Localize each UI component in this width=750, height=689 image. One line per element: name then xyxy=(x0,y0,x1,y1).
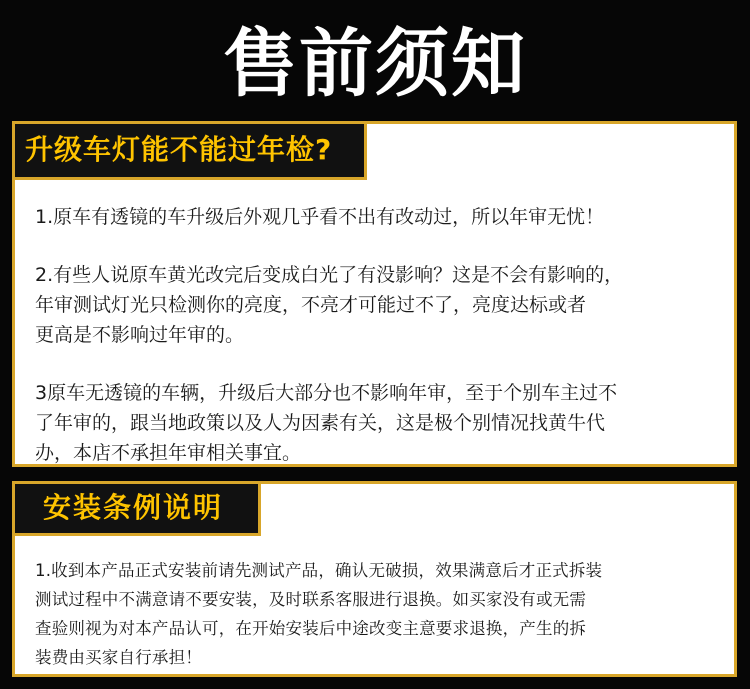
annual-inspection-panel xyxy=(12,121,737,467)
page-title: 售前须知 xyxy=(223,21,527,107)
list-item xyxy=(35,556,720,672)
list-item xyxy=(35,202,720,232)
section-heading-inspection: 升级车灯能不能过年检? xyxy=(15,124,367,180)
item-line: 测试过程中不满意请不要安装，及时联系客服进行退换。如买家没有或无需 xyxy=(35,590,587,609)
installation-panel xyxy=(12,481,737,677)
item-line: 办，本店不承担年审相关事宜。 xyxy=(35,442,302,464)
section-heading-installation: 安装条例说明 xyxy=(15,484,261,536)
item-line: 1.原车有透镜的车升级后外观几乎看不出有改动过，所以年审无忧！ xyxy=(35,206,605,228)
item-line: 装费由买家自行承担！ xyxy=(35,648,202,667)
installation-list xyxy=(35,556,720,672)
item-line: 年审测试灯光只检测你的亮度，不亮才可能过不了，亮度达标或者 xyxy=(35,294,587,316)
item-line: 2.有些人说原车黄光改完后变成白光了有没影响？这是不会有影响的， xyxy=(35,264,624,286)
item-line: 了年审的，跟当地政策以及人为因素有关，这是极个别情况找黄牛代 xyxy=(35,412,606,434)
item-line: 查验则视为对本产品认可，在开始安装后中途改变主意要求退换，产生的拆 xyxy=(35,619,587,638)
list-item xyxy=(35,260,720,350)
inspection-list xyxy=(35,202,720,496)
item-line: 3原车无透镜的车辆，升级后大部分也不影响年审，至于个别车主过不 xyxy=(35,382,618,404)
item-line: 1.收到本产品正式安装前请先测试产品，确认无破损，效果满意后才正式拆装 xyxy=(35,561,603,580)
item-line: 更高是不影响过年审的。 xyxy=(35,324,245,346)
list-item xyxy=(35,378,720,468)
